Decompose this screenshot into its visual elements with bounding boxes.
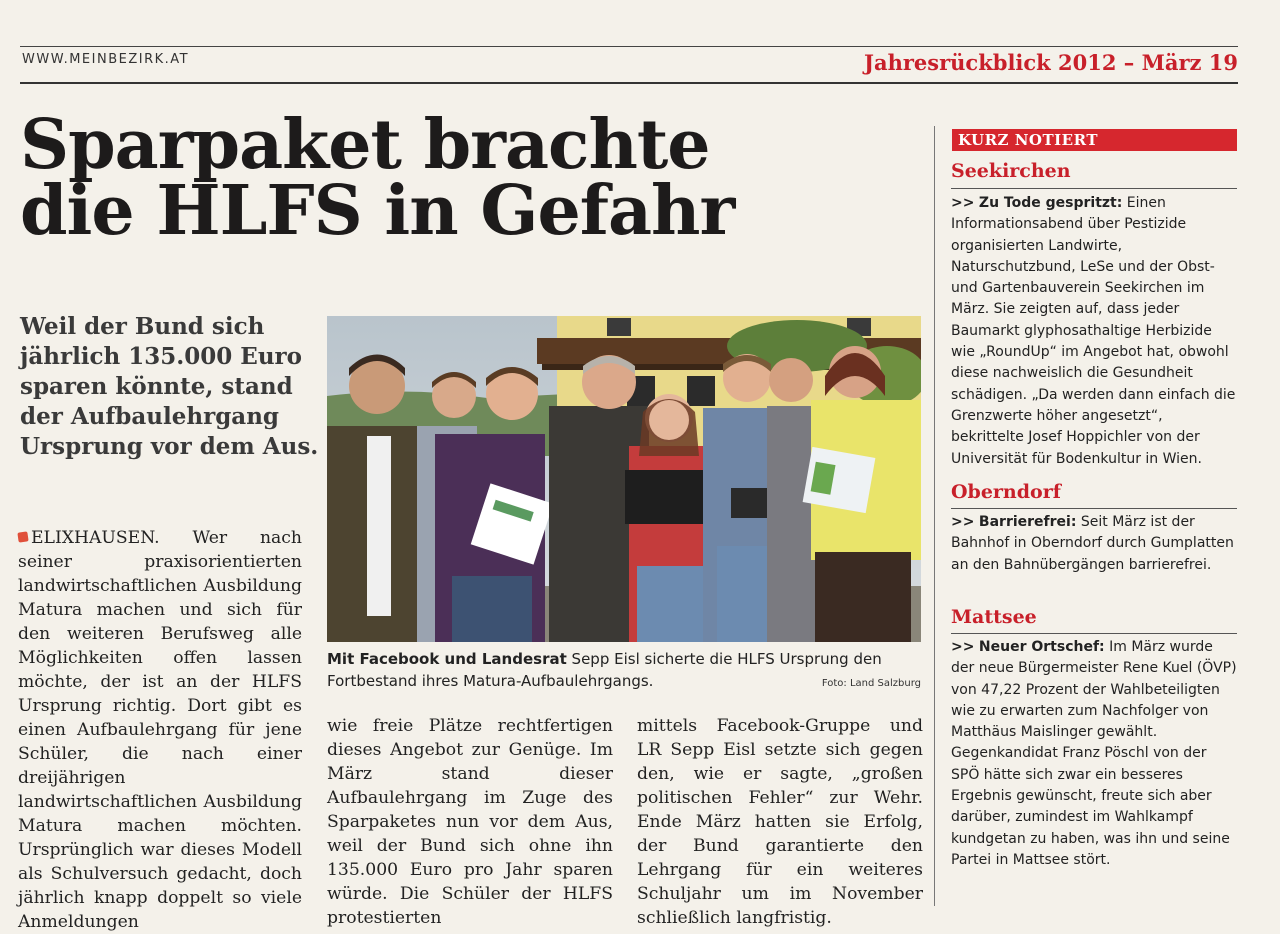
marker-icon: >> — [951, 639, 975, 655]
caption-text: Sepp Eisl sicherte die HLFS Ursprung den Fortbestand ihres Matura-Aufbaulehrgangs. — [327, 650, 882, 690]
sidebar-lead: Barrierefrei: — [978, 514, 1077, 530]
sidebar-lead: Neuer Ortschef: — [978, 639, 1105, 655]
sidebar-text: Seit März ist der Bahnhof in Oberndorf durch Gumplatten an den Bahnübergängen barrierefrei. — [951, 514, 1234, 573]
body-column-2: wie freie Plätze rechtfertigen dieses Angebot zur Genüge. Im März stand dieser Aufbaulehrgang im Zuge des Sparpaketes nun vor dem Aus, weil der Bund sich ohne ihn 135.000 Euro pro Jahr sparen würde. Die Schüler der HLFS protestierten — [327, 716, 613, 928]
headline — [20, 105, 920, 251]
sidebar-item-mattsee — [951, 637, 1237, 871]
group-photo-illustration — [327, 316, 921, 642]
sidebar-rule — [951, 188, 1237, 189]
sidebar-item-oberndorf — [951, 512, 1237, 576]
body-column-1 — [18, 526, 302, 934]
headline-line-2: die HLFS in Gefahr — [20, 171, 735, 251]
sidebar-divider — [934, 126, 935, 906]
caption-bold: Mit Facebook und Landesrat — [327, 650, 567, 668]
marker-icon: >> — [951, 514, 975, 530]
photo-credit: Foto: Land Salzburg — [821, 678, 921, 689]
dateline: ELIXHAUSEN. — [31, 528, 160, 548]
marker-icon: >> — [951, 195, 975, 211]
headline-line-1: Sparpaket brachte — [20, 105, 710, 185]
sidebar-title: KURZ NOTIERT — [952, 129, 1237, 151]
sidebar-text: Einen Informationsabend über Pestizide organisierten Landwirte, Naturschutzbund, LeSe und der Obst- und Gartenbauverein Seekirchen im März. Sie zeigten auf, dass jeder Baumarkt glyphosathaltige Herbizide wie „RoundUp“ im Angebot hat, obwohl diese nachweislich die Gesundheit schädigen. „Da werden dann einfach die Grenzwerte höher angesetzt“, bekrittelte Josef Hoppichler von der Universität für Bodenkultur in Wien. — [951, 195, 1236, 467]
header-rule-bottom — [20, 82, 1238, 84]
sidebar-text: Im März wurde der neue Bürgermeister Rene Kuel (ÖVP) von 47,22 Prozent der Wahlbeteiligten wie zu erwarten zum Nachfolger von Matthäus Maislinger gewählt. Gegenkandidat Franz Pöschl von der SPÖ hätte sich zwar ein besseres Ergebnis gewünscht, freute sich aber darüber, zumindest im Wahlkampf kundgetan zu haben, was ihn und seine Partei in Mattsee stört. — [951, 639, 1237, 868]
body-column-3: mittels Facebook-Gruppe und LR Sepp Eisl setzte sich gegen den, wie er sagte, „großen politischen Fehler“ zur Wehr. Ende März hatten sie Erfolg, der Bund garantierte den Lehrgang für ein weiteres Schuljahr um im November schließlich langfristig. — [637, 716, 923, 928]
sidebar-rule — [951, 633, 1237, 634]
deck: Weil der Bund sich jährlich 135.000 Euro sparen könnte, stand der Aufbaulehrgang Ursprung vor dem Aus. — [20, 313, 319, 460]
sidebar-place-mattsee: Mattsee — [951, 606, 1037, 628]
section-title: Jahresrückblick 2012 – März 19 — [864, 50, 1238, 75]
bullet-icon — [17, 531, 28, 542]
article-photo — [327, 316, 921, 642]
body-text-1: Wer nach seiner praxisorientierten landwirtschaftlichen Ausbildung Matura machen und sich für den weiteren Berufsweg alle Möglichkeiten offen lassen möchte, der ist an der HLFS Ursprung richtig. Dort gibt es einen Aufbaulehrgang für jene Schüler, die nach einer dreijährigen landwirtschaftlichen Ausbildung Matura machen möchten. Ursprünglich war dieses Modell als Schulversuch gedacht, doch jährlich knapp doppelt so viele Anmeldungen — [18, 528, 302, 932]
sidebar-rule — [951, 508, 1237, 509]
site-url: WWW.MEINBEZIRK.AT — [22, 52, 190, 67]
sidebar-place-oberndorf: Oberndorf — [951, 481, 1061, 503]
sidebar-lead: Zu Tode gespritzt: — [978, 195, 1123, 211]
header-rule-top — [20, 46, 1238, 47]
sidebar-place-seekirchen: Seekirchen — [951, 160, 1071, 182]
sidebar-item-seekirchen — [951, 193, 1237, 470]
